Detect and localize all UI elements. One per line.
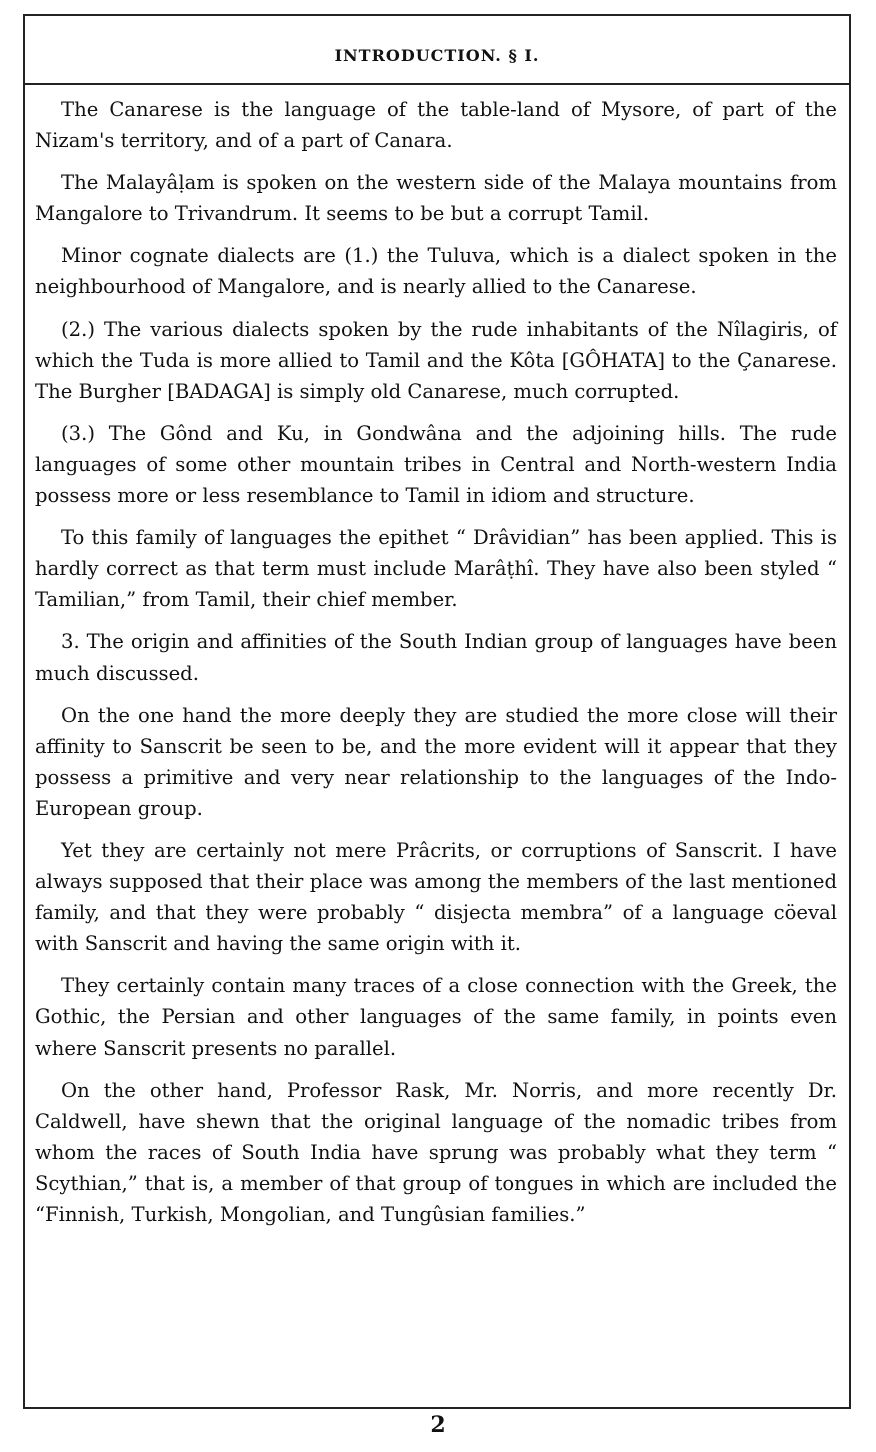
running-head: INTRODUCTION. § I. (334, 46, 540, 65)
page-number: 2 (430, 1412, 446, 1438)
paragraph: They certainly contain many traces of a close connection with the Greek, the Gothic, the Persian and other languages of the same family, in points even where Sanscrit presents no parallel. (35, 974, 837, 1060)
paragraph: Yet they are certainly not mere Prâcrits, or corruptions of Sanscrit. I have always supposed that their place was among the members of the last mentioned family, and that they were probably “ disjecta membra” of a language cöeval with Sanscrit and having the same origin with it. (35, 838, 837, 956)
paragraph: (3.) The Gônd and Ku, in Gondwâna and the adjoining hills. The rude languages of some other mountain tribes in Central and North-western India possess more or less resemblance to Tamil in idiom and structure. (35, 421, 837, 508)
paragraph: On the one hand the more deeply they are studied the more close will their affinity to Sanscrit be seen to be, and the more evident will it appear that they possess a primitive and very near relationship to the languages of the Indo-European group. (35, 703, 837, 820)
body-text (35, 94, 837, 1241)
paragraph: The Malayâḷam is spoken on the western side of the Malaya mountains from Mangalore to Trivandrum. It seems to be but a corrupt Tamil. (35, 171, 837, 226)
page-frame (23, 14, 851, 1409)
paragraph: The Canarese is the language of the table-land of Mysore, of part of the Nizam's territory, and of a part of Canara. (35, 98, 837, 153)
paragraph: 3. The origin and affinities of the South Indian group of languages have been much discussed. (35, 630, 837, 685)
paragraph: To this family of languages the epithet “ Drâvidian” has been applied. This is hardly correct as that term must include Marâṭhî. They have also been styled “ Tamilian,” from Tamil, their chief member. (35, 526, 837, 612)
paragraph: (2.) The various dialects spoken by the rude inhabitants of the Nîlagiris, of which the Tuda is more allied to Tamil and the Kôta [GÔHATA] to the Çanarese. The Burgher [BADAGA] is simply old Canarese, much corrupted. (35, 317, 837, 403)
paragraph: Minor cognate dialects are (1.) the Tuluva, which is a dialect spoken in the neighbourhood of Mangalore, and is nearly allied to the Canarese. (35, 244, 837, 299)
header-rule (25, 83, 849, 85)
paragraph: On the other hand, Professor Rask, Mr. Norris, and more recently Dr. Caldwell, have shewn that the original language of the nomadic tribes from whom the races of South India have sprung was probably what they term “ Scythian,” that is, a member of that group of tongues in which are included the “Finnish, Turkish, Mongolian, and Tungûsian families.” (35, 1078, 837, 1226)
